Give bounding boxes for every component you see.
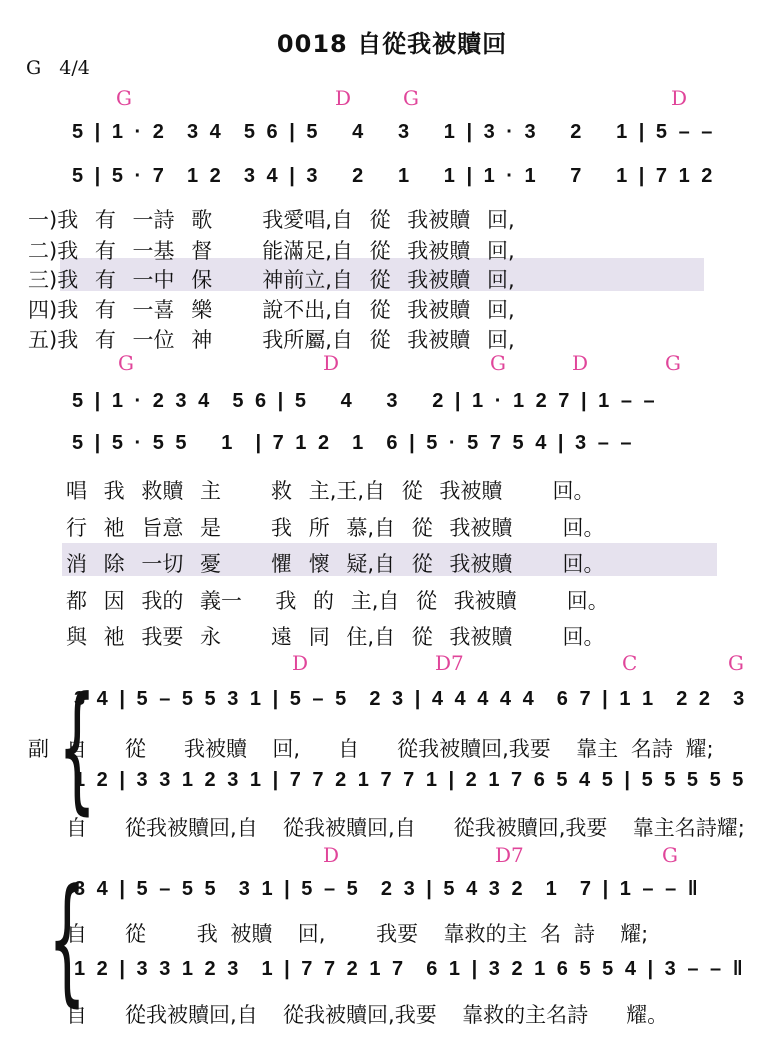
verse-line: 五)我 有 一位 神 我所屬,自 從 我被贖 回,	[28, 328, 515, 352]
melody-line: 5 | 1 · 2 3 4 5 6 | 5 4 3 2 | 1 · 1 2 7 | 1 – –	[72, 390, 655, 412]
verse-line: 二)我 有 一基 督 能滿足,自 從 我被贖 回,	[28, 239, 515, 263]
verse-line: 行 祂 旨意 是 我 所 慕,自 從 我被贖 回。	[66, 516, 605, 540]
brace: {	[48, 860, 87, 1022]
brace: {	[58, 668, 97, 830]
chord: D	[572, 351, 589, 375]
melody-line: 3 4 | 5 – 5 5 3 1 | 5 – 5 2 3 | 4 4 4 4 4 6 7 | 1 1 2 2 3	[74, 688, 745, 710]
harmony-line: 1 2 | 3 3 1 2 3 1 | 7 7 2 1 7 7 1 | 2 1 7 6 5 4 5 | 5 5 5 5 5	[74, 769, 744, 791]
melody-line: 3 4 | 5 – 5 5 3 1 | 5 – 5 2 3 | 5 4 3 2 1 7 | 1 – – ‖	[74, 878, 698, 900]
chorus-lyric: 自 從我被贖回,自 從我被贖回,我要 靠救的主名詩 耀。	[66, 1003, 669, 1027]
verse-line: 消 除 一切 憂 懼 懷 疑,自 從 我被贖 回。	[66, 552, 605, 576]
chord: D7	[495, 843, 524, 867]
chorus-label: 副	[28, 737, 49, 761]
chord: G	[665, 351, 681, 375]
chorus-lyric: 自 從我被贖回,自 從我被贖回,自 從我被贖回,我要 靠主名詩耀;	[66, 816, 745, 840]
chord: D	[671, 86, 688, 110]
chord: G	[728, 651, 744, 675]
verse-line: 一)我 有 一詩 歌 我愛唱,自 從 我被贖 回,	[28, 208, 515, 232]
chorus-lyric: 自 從 我 被贖 回, 我要 靠救的主 名 詩 耀;	[66, 922, 649, 946]
key-time-signature: G 4/4	[26, 57, 90, 79]
verse-line: 四)我 有 一喜 樂 說不出,自 從 我被贖 回,	[28, 298, 515, 322]
chord-label: D7	[435, 651, 464, 675]
chord: C	[622, 651, 638, 675]
verse-line: 都 因 我的 義一 我 的 主,自 從 我被贖 回。	[66, 589, 609, 613]
chord: G	[403, 86, 419, 110]
chord: D	[335, 86, 352, 110]
melody-line: 5 | 1 · 2 3 4 5 6 | 5 4 3 1 | 3 · 3 2 1 | 5 – –	[72, 121, 713, 143]
chorus-lyric: 自 從 我被贖 回, 自 從我被贖回,我要 靠主 名詩 耀;	[66, 737, 714, 761]
chord: G	[116, 86, 132, 110]
verse-line: 三)我 有 一中 保 神前立,自 從 我被贖 回,	[28, 268, 515, 292]
chord: G	[662, 843, 678, 867]
verse-line: 唱 我 救贖 主 救 主,王,自 從 我被贖 回。	[66, 479, 595, 503]
chord: G	[490, 351, 506, 375]
song-title: 0018 自從我被贖回	[276, 30, 508, 58]
chord: D	[292, 651, 309, 675]
harmony-line: 1 2 | 3 3 1 2 3 1 | 7 7 2 1 7 6 1 | 3 2 1 6 5 5 4 | 3 – – ‖	[74, 958, 743, 980]
chord	[435, 651, 464, 675]
verse-line: 與 祂 我要 永 遠 同 住,自 從 我被贖 回。	[66, 625, 605, 649]
harmony-line: 5 | 5 · 5 5 1 | 7 1 2 1 6 | 5 · 5 7 5 4 | 3 – –	[72, 432, 632, 454]
chord: D	[323, 351, 340, 375]
chord: G	[118, 351, 134, 375]
chord: D	[323, 843, 340, 867]
harmony-line: 5 | 5 · 7 1 2 3 4 | 3 2 1 1 | 1 · 1 7 1 | 7 1 2	[72, 165, 713, 187]
